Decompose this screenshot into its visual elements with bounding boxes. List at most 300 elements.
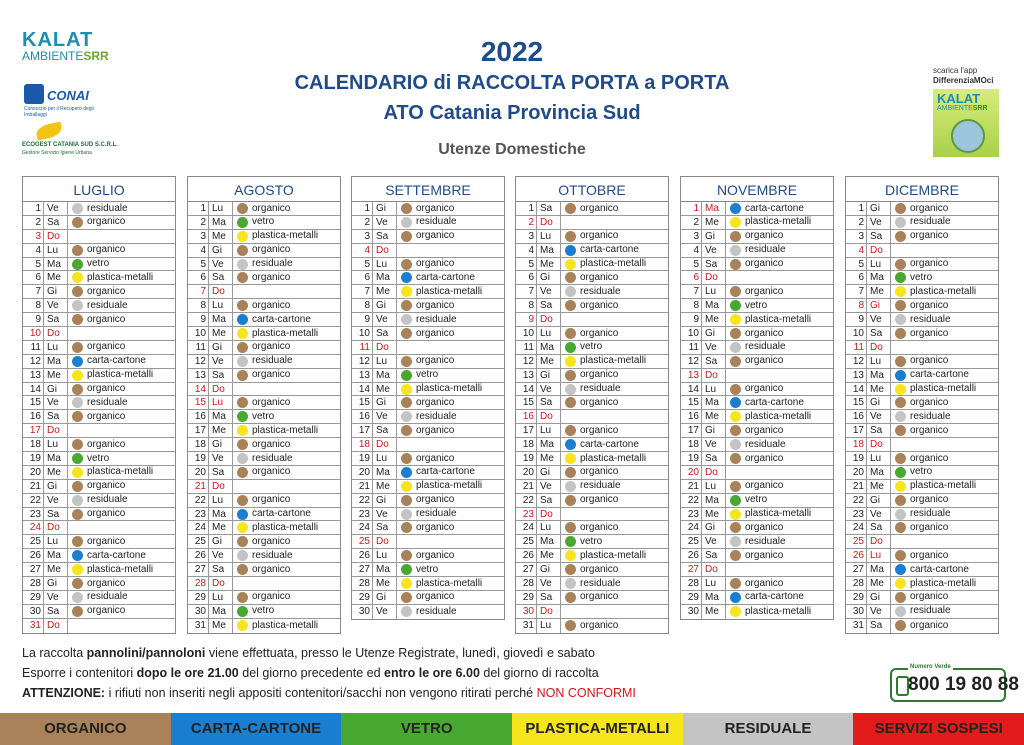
weekday: Sa [867, 424, 891, 437]
day-row [23, 383, 175, 397]
day-number: 17 [681, 424, 702, 437]
weekday: Sa [44, 216, 68, 229]
day-row [516, 563, 668, 577]
day-number: 13 [681, 369, 702, 382]
weekday: Ma [537, 438, 561, 451]
waste-type-label: organico [416, 452, 455, 464]
weekday: Ma [44, 549, 68, 562]
waste-type-dot-icon [565, 425, 576, 436]
waste-type-label: plastica-metalli [580, 549, 647, 561]
waste-type-label: carta-cartone [416, 466, 475, 478]
day-number: 18 [352, 438, 373, 451]
waste-type-dot-icon [237, 314, 248, 325]
waste-type-dot-icon [401, 217, 412, 228]
day-row [188, 355, 340, 369]
day-row [846, 577, 998, 591]
weekday: Lu [537, 619, 561, 633]
day-row [352, 494, 504, 508]
weekday: Ve [702, 341, 726, 354]
waste-type-dot-icon [565, 620, 576, 631]
waste-type-dot-icon [72, 272, 83, 283]
weekday: Do [209, 577, 233, 590]
waste-type-label: carta-cartone [745, 591, 804, 603]
waste-type-dot-icon [237, 259, 248, 270]
day-number: 7 [681, 285, 702, 298]
weekday: Ve [373, 508, 397, 521]
weekday: Lu [867, 258, 891, 271]
day-number: 1 [352, 202, 373, 215]
weekday: Gi [702, 230, 726, 243]
weekday: Me [44, 563, 68, 576]
waste-type-label: plastica-metalli [580, 452, 647, 464]
waste-type-label: residuale [87, 494, 128, 506]
day-row [516, 216, 668, 230]
waste-type-label: organico [87, 438, 126, 450]
day-row [23, 494, 175, 508]
waste-type-dot-icon [401, 272, 412, 283]
waste-type-label: organico [416, 494, 455, 506]
day-row [352, 563, 504, 577]
weekday: Do [373, 535, 397, 548]
waste-type-label: carta-cartone [910, 563, 969, 575]
waste-type-label: residuale [910, 508, 951, 520]
day-number: 9 [846, 313, 867, 326]
weekday: Ma [702, 299, 726, 312]
day-number: 13 [23, 369, 44, 382]
day-number: 8 [352, 299, 373, 312]
day-number: 30 [846, 605, 867, 618]
waste-type-label: vetro [87, 258, 110, 270]
day-row [681, 327, 833, 341]
weekday: Sa [373, 521, 397, 534]
waste-type-label: carta-cartone [580, 438, 639, 450]
month-days [351, 201, 505, 620]
weekday: Me [373, 383, 397, 396]
waste-type-dot-icon [895, 467, 906, 478]
waste-type-label: organico [416, 258, 455, 270]
day-number: 15 [23, 396, 44, 409]
waste-type-dot-icon [565, 564, 576, 575]
weekday: Do [867, 438, 891, 451]
waste-type-dot-icon [72, 300, 83, 311]
waste-type-dot-icon [730, 550, 741, 561]
weekday: Lu [209, 396, 233, 409]
day-row [188, 508, 340, 522]
day-number: 12 [352, 355, 373, 368]
day-number: 8 [23, 299, 44, 312]
day-number: 27 [846, 563, 867, 576]
waste-type-dot-icon [565, 439, 576, 450]
weekday: Ve [867, 216, 891, 229]
day-row [352, 535, 504, 549]
weekday: Lu [537, 230, 561, 243]
weekday: Do [702, 271, 726, 284]
waste-type-label: organico [252, 438, 291, 450]
weekday: Ma [867, 563, 891, 576]
weekday: Gi [44, 285, 68, 298]
day-row [352, 341, 504, 355]
day-number: 22 [352, 494, 373, 507]
day-row [681, 299, 833, 313]
waste-type-dot-icon [72, 217, 83, 228]
day-row [681, 271, 833, 285]
day-row [352, 383, 504, 397]
waste-type-dot-icon [565, 203, 576, 214]
day-row [846, 591, 998, 605]
waste-type-label: plastica-metalli [252, 230, 319, 242]
day-number: 8 [188, 299, 209, 312]
month-days [22, 201, 176, 634]
day-row [681, 216, 833, 230]
waste-type-label: organico [580, 494, 619, 506]
day-row [516, 619, 668, 633]
day-number: 28 [516, 577, 537, 590]
day-number: 20 [188, 466, 209, 479]
waste-type-label: organico [745, 521, 784, 533]
day-row [188, 258, 340, 272]
day-number: 29 [352, 591, 373, 604]
waste-type-dot-icon [401, 356, 412, 367]
weekday: Sa [44, 410, 68, 423]
waste-type-label: organico [580, 299, 619, 311]
day-number: 24 [23, 521, 44, 534]
day-row [516, 341, 668, 355]
waste-type-dot-icon [401, 453, 412, 464]
waste-type-label: organico [416, 327, 455, 339]
month-settembre [351, 176, 505, 620]
waste-type-label: organico [87, 244, 126, 256]
waste-type-dot-icon [565, 328, 576, 339]
day-number: 5 [846, 258, 867, 271]
waste-type-label: organico [580, 230, 619, 242]
day-number: 16 [352, 410, 373, 423]
color-legend [0, 713, 1024, 745]
weekday: Ve [867, 508, 891, 521]
weekday: Sa [537, 396, 561, 409]
waste-type-dot-icon [730, 522, 741, 533]
waste-type-dot-icon [895, 578, 906, 589]
waste-type-label: organico [910, 549, 949, 561]
day-number: 3 [516, 230, 537, 243]
waste-type-label: organico [416, 230, 455, 242]
day-number: 19 [846, 452, 867, 465]
waste-type-label: organico [745, 258, 784, 270]
waste-type-dot-icon [730, 453, 741, 464]
waste-type-dot-icon [565, 536, 576, 547]
day-number: 24 [516, 521, 537, 534]
day-row [681, 577, 833, 591]
day-row [516, 202, 668, 216]
waste-type-label: organico [252, 396, 291, 408]
weekday: Lu [702, 480, 726, 493]
day-number: 2 [188, 216, 209, 229]
waste-type-dot-icon [237, 356, 248, 367]
day-number: 21 [681, 480, 702, 493]
day-number: 3 [188, 230, 209, 243]
waste-type-dot-icon [72, 481, 83, 492]
weekday: Ve [44, 202, 68, 215]
waste-type-dot-icon [895, 203, 906, 214]
waste-type-dot-icon [401, 397, 412, 408]
waste-type-dot-icon [895, 564, 906, 575]
day-number: 17 [23, 424, 44, 437]
waste-type-dot-icon [565, 245, 576, 256]
area-title: ATO Catania Provincia Sud [383, 102, 641, 124]
day-row [188, 424, 340, 438]
weekday: Sa [373, 424, 397, 437]
waste-type-dot-icon [895, 384, 906, 395]
day-number: 24 [681, 521, 702, 534]
day-row [188, 216, 340, 230]
waste-type-label: organico [580, 327, 619, 339]
waste-type-label: residuale [252, 355, 293, 367]
waste-type-label: residuale [416, 216, 457, 228]
day-row [846, 258, 998, 272]
waste-type-dot-icon [72, 439, 83, 450]
day-row [846, 424, 998, 438]
waste-type-dot-icon [730, 606, 741, 617]
day-row [846, 605, 998, 619]
day-row [846, 355, 998, 369]
day-row [23, 424, 175, 438]
waste-type-label: organico [87, 341, 126, 353]
waste-type-label: residuale [910, 216, 951, 228]
month-novembre [680, 176, 834, 620]
day-number: 14 [681, 383, 702, 396]
waste-type-dot-icon [401, 203, 412, 214]
weekday: Me [373, 577, 397, 590]
waste-type-label: carta-cartone [745, 202, 804, 214]
waste-type-dot-icon [237, 370, 248, 381]
waste-type-dot-icon [237, 217, 248, 228]
day-number: 30 [681, 605, 702, 619]
weekday: Ma [44, 258, 68, 271]
waste-type-dot-icon [730, 439, 741, 450]
day-row [352, 271, 504, 285]
weekday: Lu [373, 258, 397, 271]
waste-type-dot-icon [730, 495, 741, 506]
day-row [188, 369, 340, 383]
waste-type-label: organico [87, 535, 126, 547]
weekday: Gi [373, 591, 397, 604]
day-row [516, 396, 668, 410]
waste-type-dot-icon [237, 495, 248, 506]
waste-type-dot-icon [895, 453, 906, 464]
weekday: Do [702, 466, 726, 479]
day-row [846, 383, 998, 397]
day-number: 12 [846, 355, 867, 368]
day-row [516, 438, 668, 452]
weekday: Sa [867, 619, 891, 633]
weekday: Ve [44, 396, 68, 409]
waste-type-label: carta-cartone [252, 508, 311, 520]
waste-type-label: carta-cartone [87, 355, 146, 367]
day-row [23, 271, 175, 285]
day-number: 24 [188, 521, 209, 534]
waste-type-label: organico [252, 369, 291, 381]
waste-type-dot-icon [72, 397, 83, 408]
waste-type-dot-icon [401, 495, 412, 506]
day-row [846, 438, 998, 452]
weekday: Me [209, 424, 233, 437]
month-header: DICEMBRE [845, 176, 999, 201]
day-number: 24 [352, 521, 373, 534]
day-number: 4 [516, 244, 537, 257]
weekday: Lu [44, 535, 68, 548]
day-row [188, 591, 340, 605]
waste-type-label: organico [252, 299, 291, 311]
waste-type-dot-icon [237, 509, 248, 520]
day-number: 18 [23, 438, 44, 451]
waste-type-dot-icon [730, 259, 741, 270]
waste-type-dot-icon [895, 495, 906, 506]
day-row [352, 466, 504, 480]
waste-type-label: organico [416, 299, 455, 311]
day-number: 18 [846, 438, 867, 451]
waste-type-dot-icon [401, 370, 412, 381]
waste-type-dot-icon [237, 453, 248, 464]
weekday: Ma [373, 369, 397, 382]
day-row [23, 299, 175, 313]
day-row [188, 327, 340, 341]
weekday: Gi [867, 494, 891, 507]
waste-type-dot-icon [565, 286, 576, 297]
day-number: 22 [23, 494, 44, 507]
day-number: 8 [846, 299, 867, 312]
waste-type-dot-icon [565, 578, 576, 589]
waste-type-label: residuale [416, 605, 457, 617]
day-number: 26 [352, 549, 373, 562]
day-row [188, 313, 340, 327]
app-download-badge[interactable]: scarica l'app DifferenziaMOci KALAT AMBIENTESRR [933, 66, 1013, 157]
waste-type-label: carta-cartone [416, 271, 475, 283]
waste-type-label: organico [745, 230, 784, 242]
waste-type-label: organico [910, 202, 949, 214]
waste-type-dot-icon [401, 550, 412, 561]
day-number: 1 [188, 202, 209, 215]
day-number: 16 [516, 410, 537, 423]
waste-type-label: organico [580, 424, 619, 436]
weekday: Do [44, 521, 68, 534]
day-row [846, 327, 998, 341]
weekday: Gi [537, 466, 561, 479]
day-row [681, 563, 833, 577]
waste-type-dot-icon [730, 356, 741, 367]
day-row [188, 452, 340, 466]
day-row [681, 452, 833, 466]
waste-type-dot-icon [72, 203, 83, 214]
weekday: Me [44, 466, 68, 479]
weekday: Gi [373, 299, 397, 312]
weekday: Ma [209, 216, 233, 229]
day-number: 15 [681, 396, 702, 409]
day-row [188, 480, 340, 494]
waste-type-label: organico [580, 396, 619, 408]
day-row [352, 452, 504, 466]
waste-type-dot-icon [565, 231, 576, 242]
waste-type-label: organico [252, 563, 291, 575]
waste-type-label: organico [252, 202, 291, 214]
waste-type-label: organico [745, 480, 784, 492]
waste-type-dot-icon [401, 564, 412, 575]
waste-type-dot-icon [72, 342, 83, 353]
day-number: 23 [846, 508, 867, 521]
day-number: 12 [516, 355, 537, 368]
day-number: 29 [516, 591, 537, 604]
waste-type-dot-icon [72, 495, 83, 506]
waste-type-label: plastica-metalli [87, 466, 154, 478]
weekday: Ve [867, 313, 891, 326]
day-number: 22 [846, 494, 867, 507]
waste-type-label: organico [252, 535, 291, 547]
day-number: 28 [188, 577, 209, 590]
day-number: 13 [352, 369, 373, 382]
numero-verde[interactable]: Numero Verde 800 19 80 88 [890, 668, 1006, 702]
waste-type-dot-icon [565, 592, 576, 603]
waste-type-label: organico [87, 313, 126, 325]
weekday: Sa [702, 258, 726, 271]
weekday: Me [537, 452, 561, 465]
waste-type-dot-icon [401, 481, 412, 492]
weekday: Sa [537, 202, 561, 215]
weekday: Do [537, 508, 561, 521]
weekday: Sa [867, 230, 891, 243]
waste-type-dot-icon [237, 203, 248, 214]
recycle-globe-icon [951, 119, 985, 153]
waste-type-dot-icon [565, 550, 576, 561]
day-row [352, 327, 504, 341]
waste-type-dot-icon [565, 522, 576, 533]
waste-type-label: residuale [580, 577, 621, 589]
day-row [352, 230, 504, 244]
waste-type-label: plastica-metalli [745, 216, 812, 228]
day-number: 14 [23, 383, 44, 396]
waste-type-dot-icon [401, 286, 412, 297]
waste-type-label: vetro [580, 535, 603, 547]
month-header: SETTEMBRE [351, 176, 505, 201]
weekday: Me [702, 410, 726, 423]
day-number: 4 [352, 244, 373, 257]
day-row [23, 355, 175, 369]
day-row [681, 591, 833, 605]
day-row [516, 508, 668, 522]
waste-type-label: residuale [745, 341, 786, 353]
day-row [846, 619, 998, 633]
waste-type-label: residuale [252, 549, 293, 561]
waste-type-dot-icon [72, 564, 83, 575]
waste-type-label: organico [87, 508, 126, 520]
day-row [23, 605, 175, 619]
day-number: 29 [846, 591, 867, 604]
day-number: 25 [352, 535, 373, 548]
weekday: Sa [537, 299, 561, 312]
waste-type-label: plastica-metalli [252, 619, 319, 631]
waste-type-dot-icon [730, 328, 741, 339]
weekday: Do [537, 410, 561, 423]
weekday: Do [373, 244, 397, 257]
waste-type-dot-icon [565, 495, 576, 506]
page-subtitle: Utenze Domestiche [438, 141, 586, 158]
day-row [23, 216, 175, 230]
weekday: Me [373, 480, 397, 493]
weekday: Ve [44, 494, 68, 507]
day-number: 22 [681, 494, 702, 507]
calendar-title: CALENDARIO di RACCOLTA PORTA a PORTA [294, 72, 730, 94]
waste-type-dot-icon [72, 467, 83, 478]
day-number: 27 [681, 563, 702, 576]
waste-type-label: organico [416, 396, 455, 408]
waste-type-label: vetro [910, 271, 933, 283]
